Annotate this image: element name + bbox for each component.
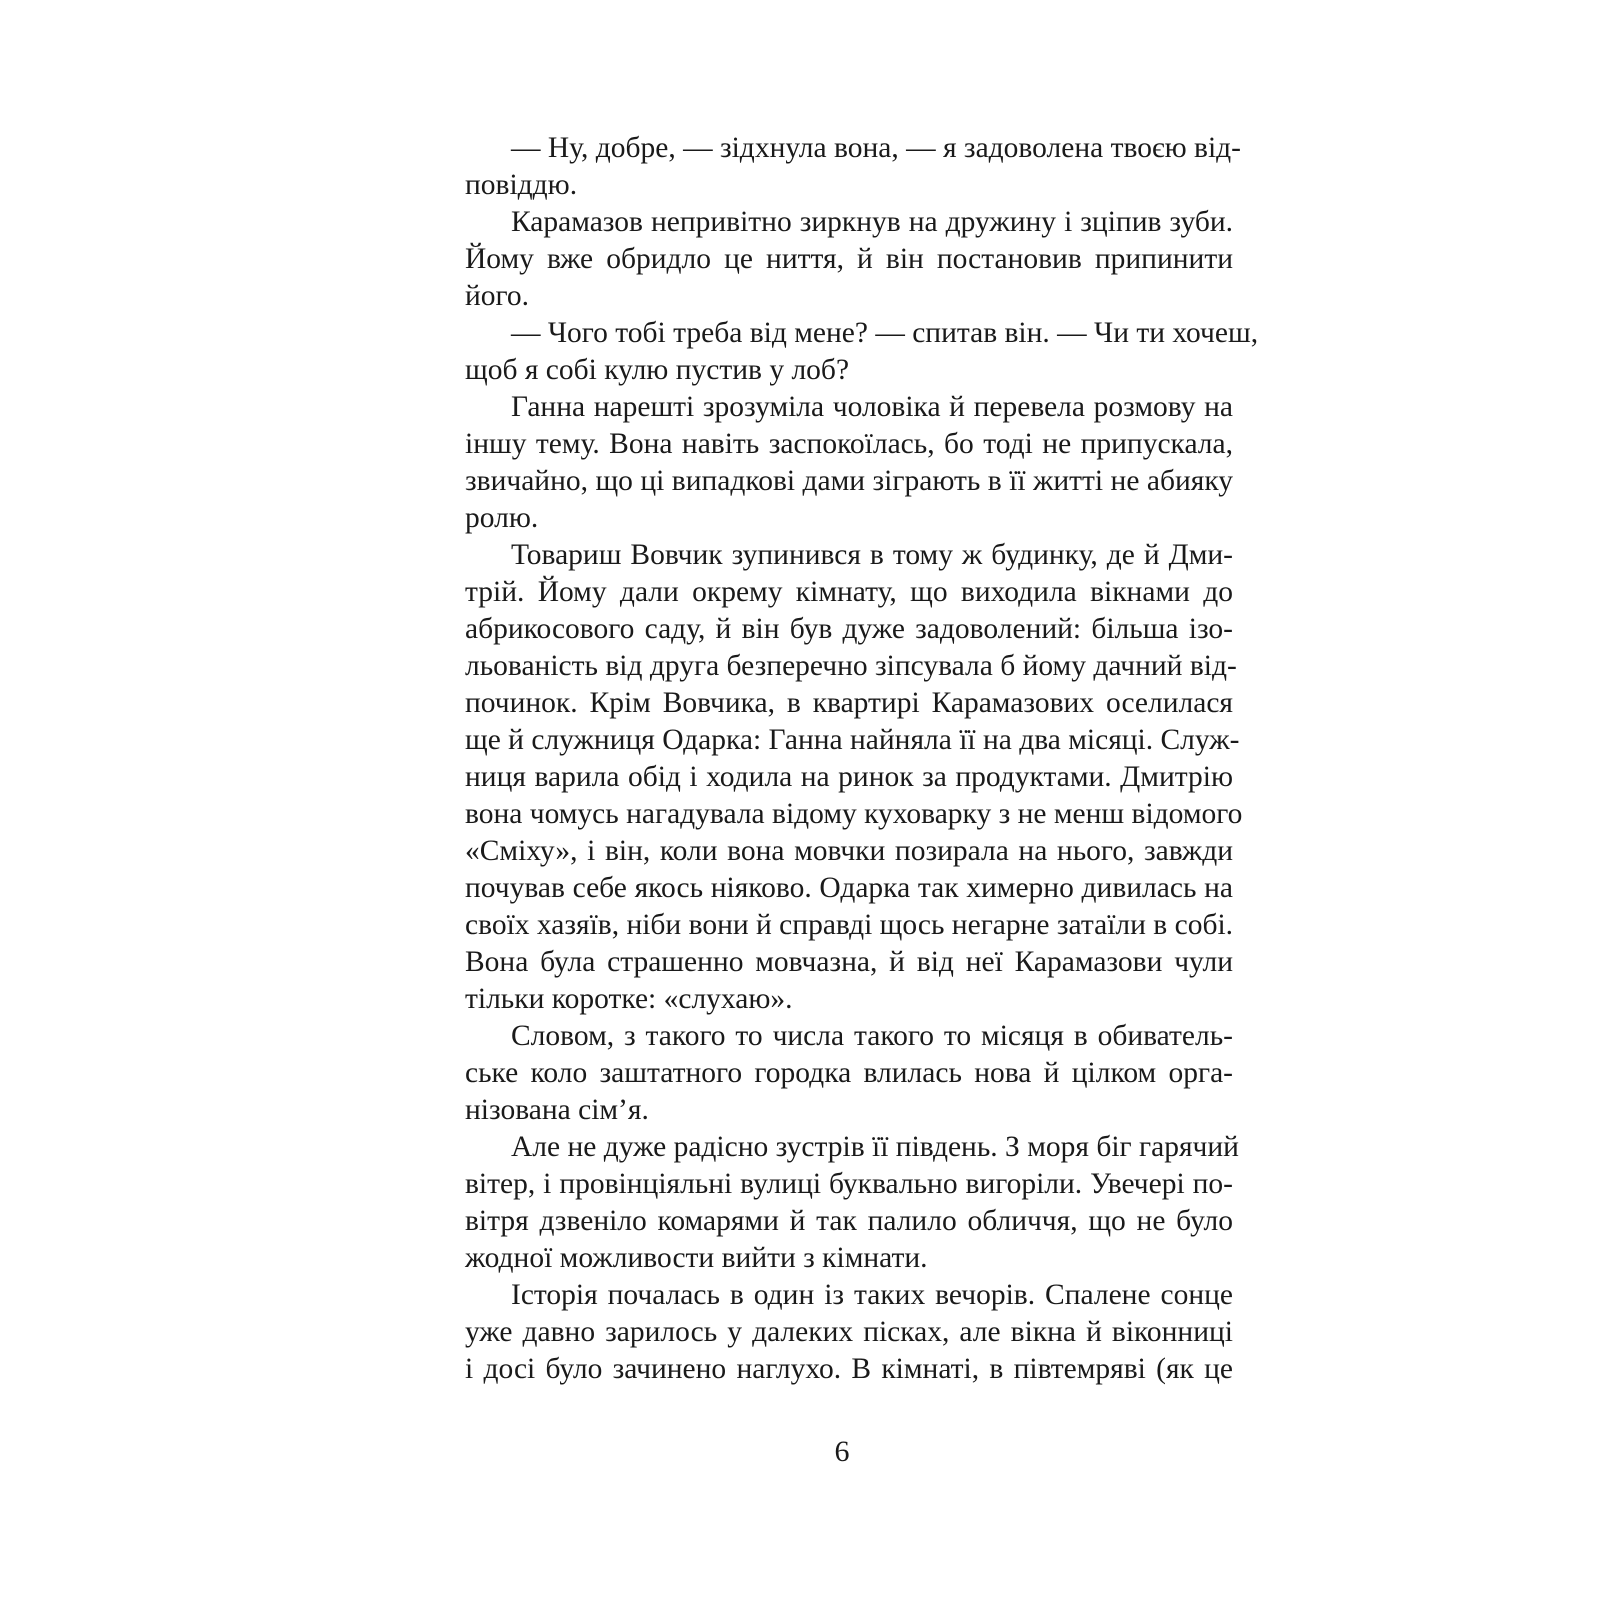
text-line: Товариш Вовчик зупинився в тому ж будинку, де й Дми- <box>511 539 1233 571</box>
text-line: льованість від друга безперечно зіпсувала б йому дачний від- <box>465 650 1237 682</box>
text-line: вітря дзвеніло комарями й так палило обличчя, що не було <box>465 1205 1233 1237</box>
text-line: вона чомусь нагадувала відому куховарку з не менш відомого <box>465 798 1243 830</box>
text-line: своїх хазяїв, ніби вони й справді щось негарне затаїли в собі. <box>465 909 1234 941</box>
text-line: вітер, і провінціяльні вулиці буквально вигоріли. Увечері по- <box>465 1168 1233 1200</box>
text-line: — Чого тобі треба від мене? — спитав він. — Чи ти хочеш, <box>511 317 1259 349</box>
text-line: уже давно зарилось у далеких пісках, але вікна й віконниці <box>465 1316 1233 1348</box>
text-line: Ганна нарешті зрозуміла чоловіка й перевела розмову на <box>511 391 1233 423</box>
text-line: звичайно, що ці випадкові дами зіграють в її житті не абияку <box>465 465 1233 497</box>
text-line: «Сміху», і він, коли вона мовчки позирала на нього, завжди <box>465 835 1233 867</box>
paragraph <box>465 1129 1239 1277</box>
text-line: ське коло заштатного городка влилась нова й цілком орга- <box>465 1057 1233 1089</box>
text-line: почував себе якось ніяково. Одарка так химерно дивилась на <box>465 872 1233 904</box>
text-line: Вона була страшенно мовчазна, й від неї Карамазови чули <box>465 946 1233 978</box>
text-line: ниця варила обід і ходила на ринок за продуктами. Дмитрію <box>465 761 1233 793</box>
text-line: щоб я собі кулю пустив у лоб? <box>465 354 850 386</box>
text-line: нізована сім’я. <box>465 1094 649 1126</box>
paragraph <box>465 204 1233 315</box>
text-line: Словом, з такого то числа такого то місяця в обиватель- <box>511 1020 1233 1052</box>
text-line: ще й служниця Одарка: Ганна найняла її на два місяці. Служ- <box>465 724 1240 756</box>
paragraph <box>465 389 1233 537</box>
text-line: Йому вже обридло це ниття, й він постановив припинити <box>465 243 1233 275</box>
paragraph <box>465 537 1243 1018</box>
text-line: Карамазов непривітно зиркнув на дружину і зціпив зуби. <box>511 206 1233 238</box>
page-number: 6 <box>834 1435 850 1468</box>
text-line: і досі було зачинено наглухо. В кімнаті, в півтемряві (як це <box>465 1353 1233 1385</box>
paragraph <box>465 1277 1233 1388</box>
text-line: Історія почалась в один із таких вечорів. Спалене сонце <box>511 1279 1233 1311</box>
text-line: тільки коротке: «слухаю». <box>465 983 793 1015</box>
paragraph <box>465 130 1241 204</box>
text-line: — Ну, добре, — зідхнула вона, — я задоволена твоєю від- <box>511 132 1241 164</box>
text-line: його. <box>465 280 530 312</box>
text-line: абрикосового саду, й він був дуже задоволений: більша ізо- <box>465 613 1233 645</box>
text-line: Але не дуже радісно зустрів її південь. З моря біг гарячий <box>511 1131 1239 1163</box>
text-line: повіддю. <box>465 169 578 201</box>
text-line: ролю. <box>465 502 539 534</box>
body-text <box>465 130 1259 1388</box>
text-line: трій. Йому дали окрему кімнату, що виходила вікнами до <box>465 576 1233 608</box>
text-line: починок. Крім Вовчика, в квартирі Карамазових оселилася <box>465 687 1233 719</box>
paragraph <box>465 315 1259 389</box>
paragraph <box>465 1018 1233 1129</box>
text-line: іншу тему. Вона навіть заспокоїлась, бо тоді не припускала, <box>465 428 1233 460</box>
text-line: жодної можливости вийти з кімнати. <box>465 1242 928 1274</box>
